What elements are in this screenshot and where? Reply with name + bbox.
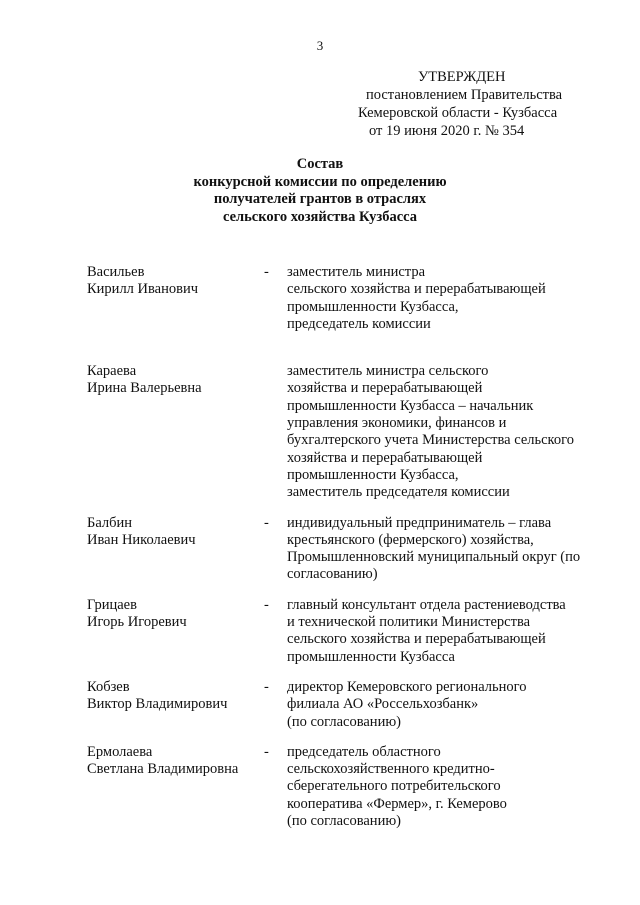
role-line: сберегательного потребительского (287, 778, 501, 795)
member-given-name: Игорь Игоревич (87, 614, 187, 631)
member-dash: - (264, 743, 269, 760)
member-role (287, 264, 607, 333)
role-line: филиала АО «Россельхозбанк» (287, 696, 479, 713)
member-surname: Балбин (87, 514, 133, 531)
member-entry (87, 515, 607, 584)
role-line: (по согласованию) (287, 713, 401, 730)
role-line: хозяйства и перерабатывающей (287, 380, 483, 397)
member-name (87, 264, 267, 299)
role-line: председатель областного (287, 743, 441, 760)
member-dash: - (264, 514, 269, 531)
members-list (87, 264, 607, 830)
role-line: промышленности Кузбасса, (287, 298, 459, 315)
role-line: согласованию) (287, 566, 378, 583)
role-line: заместитель министра (287, 264, 426, 280)
member-name (87, 363, 267, 398)
document-title (0, 156, 640, 226)
member-given-name: Кирилл Иванович (87, 281, 199, 298)
member-dash: - (264, 678, 269, 695)
page-number: 3 (316, 38, 324, 53)
member-name (87, 597, 267, 632)
role-line: и технической политики Министерства (287, 614, 531, 631)
role-line: крестьянского (фермерского) хозяйства, (287, 531, 534, 548)
role-line: бухгалтерского учета Министерства сельского (287, 432, 574, 449)
approval-heading: УТВЕРЖДЕН (418, 69, 506, 85)
member-dash: - (264, 264, 269, 280)
role-line: сельского хозяйства и перерабатывающей (287, 631, 546, 648)
role-line: сельского хозяйства и перерабатывающей (287, 281, 546, 298)
member-name (87, 679, 267, 714)
member-entry (87, 744, 607, 830)
title-line: Состав (296, 156, 344, 172)
role-line: хозяйства и перерабатывающей (287, 449, 483, 466)
role-line: индивидуальный предприниматель – глава (287, 514, 552, 531)
title-line: конкурсной комиссии по определению (193, 173, 447, 190)
approval-line: Кемеровской области - Кузбасса (358, 105, 558, 121)
role-line: заместитель министра сельского (287, 363, 489, 380)
role-line: управления экономики, финансов и (287, 415, 507, 432)
role-line: директор Кемеровского регионального (287, 678, 527, 695)
role-line: кооператива «Фермер», г. Кемерово (287, 795, 507, 812)
member-entry (87, 597, 607, 666)
role-line: председатель комиссии (287, 315, 431, 332)
member-given-name: Виктор Владимирович (87, 696, 228, 713)
member-name (87, 744, 267, 779)
role-line: промышленности Кузбасса (287, 648, 455, 665)
role-line: промышленности Кузбасса, (287, 466, 459, 483)
member-role (287, 679, 607, 731)
role-line: Промышленновский муниципальный округ (по (287, 549, 581, 566)
title-line: сельского хозяйства Кузбасса (222, 208, 418, 225)
member-entry (87, 264, 607, 333)
member-given-name: Ирина Валерьевна (87, 380, 202, 397)
member-role (287, 744, 607, 830)
member-given-name: Светлана Владимировна (87, 761, 239, 778)
member-surname: Ермолаева (87, 743, 153, 760)
member-entry (87, 679, 607, 731)
role-line: сельскохозяйственного кредитно- (287, 761, 495, 778)
member-entry (87, 363, 607, 501)
role-line: промышленности Кузбасса – начальник (287, 397, 534, 414)
member-surname: Васильев (87, 264, 145, 280)
member-dash: - (264, 596, 269, 613)
approval-date-line: от 19 июня 2020 г. № 354 (369, 123, 525, 139)
member-surname: Кобзев (87, 678, 130, 695)
approval-block (358, 68, 598, 140)
role-line: (по согласованию) (287, 813, 401, 830)
approval-line: постановлением Правительства (366, 87, 563, 103)
role-line: главный консультант отдела растениеводства (287, 596, 566, 613)
role-line: заместитель председателя комиссии (287, 484, 510, 501)
title-line: получателей грантов в отраслях (213, 191, 427, 207)
member-surname: Грицаев (87, 596, 137, 613)
member-name (87, 515, 267, 550)
member-role (287, 597, 607, 666)
member-role (287, 363, 607, 501)
member-surname: Караева (87, 363, 137, 380)
member-role (287, 515, 607, 584)
member-given-name: Иван Николаевич (87, 531, 196, 548)
